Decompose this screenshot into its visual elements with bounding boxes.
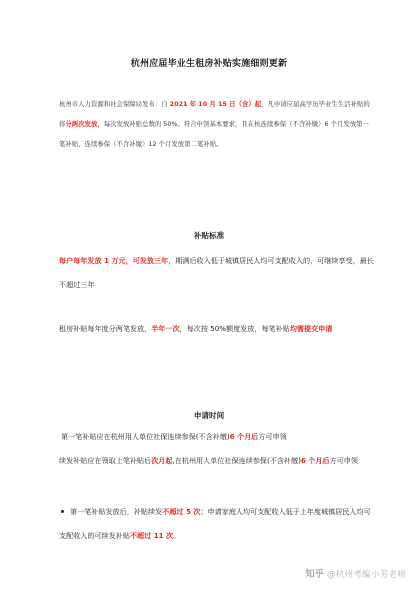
document-title: 杭州应届毕业生租房补贴实施细则更新 [130,59,288,69]
heading-application-time: 申请时间 [193,411,225,420]
intro-text-b: ，凡申请应届高学历毕业生生活补贴的将 [59,100,370,128]
time-line-2 [59,449,375,473]
intro-text-a: 杭州市人力资源和社会保障局发布：自 [59,100,170,108]
watermark-handle: @杭州考编小芳老师 [326,570,406,580]
standard-yearly-rest: ，期满后收入低于城镇居民人均可支配收入的，可继续享受，最长不超过三年 [59,256,374,289]
bullet-dot-icon [61,510,64,513]
standard-p2-a: 租房补贴每年度分两笔发放， [59,324,152,333]
zhihu-watermark [305,566,406,580]
time-l2-a: 续发补贴应在领取上笔补贴后 [59,456,152,465]
time-l1-red: 6 个月后 [229,432,259,441]
bullet-c: 。 [173,531,181,540]
time-l1-b: 方可申领 [258,432,287,441]
time-l2-b: ,在杭州用人单位社保连续参保(不含补缴) [172,456,301,465]
bullet-b: ；申请家庭人均可支配收入低于上年度城镇居民人均可支配收入的可续发补贴 [59,507,371,540]
time-l2-red: 次月起 [151,456,173,465]
heading-subsidy-standard: 补贴标准 [193,231,225,240]
intro-paragraph [59,94,374,154]
bullet-item [59,500,375,548]
bullet-red-1: 不超过 5 次 [162,507,201,516]
standard-paragraph-1 [59,249,375,297]
time-l1-a: 第一笔补贴应在杭州用人单位社保连续参保(不含补缴) [61,432,230,441]
time-l2-red2: 6 个月后 [300,456,330,465]
intro-text-c: ，每次发放补贴总数的 50%。符合申领基本要求，且在杭连续参保（不含补缴）6 个月发放第一笔补贴、连续参保（不含补缴）12 个月发放第二笔补贴。 [59,120,369,148]
standard-p2-b: ，每次按 50%额度发放，每笔补贴 [179,324,290,333]
bullet-red-2: 不超过 11 次 [129,531,174,540]
intro-date: 2021 年 10 月 15 日（含）起 [169,100,262,108]
bullet-a: 第一笔补贴发放后，补贴续发 [70,507,163,516]
zhihu-logo: 知乎 [305,569,325,580]
time-paragraph [59,425,375,473]
standard-paragraph-2 [59,317,375,340]
intro-split: 分两次发放 [65,120,98,128]
standard-yearly: 每户每年发放 1 万元，可发放三年 [59,256,169,265]
standard-p2-half: 半年一次 [151,324,180,333]
time-l2-c: 方可申领 [329,456,358,465]
time-line-1 [59,425,375,449]
standard-p2-need: 均需提交申请 [289,324,333,333]
